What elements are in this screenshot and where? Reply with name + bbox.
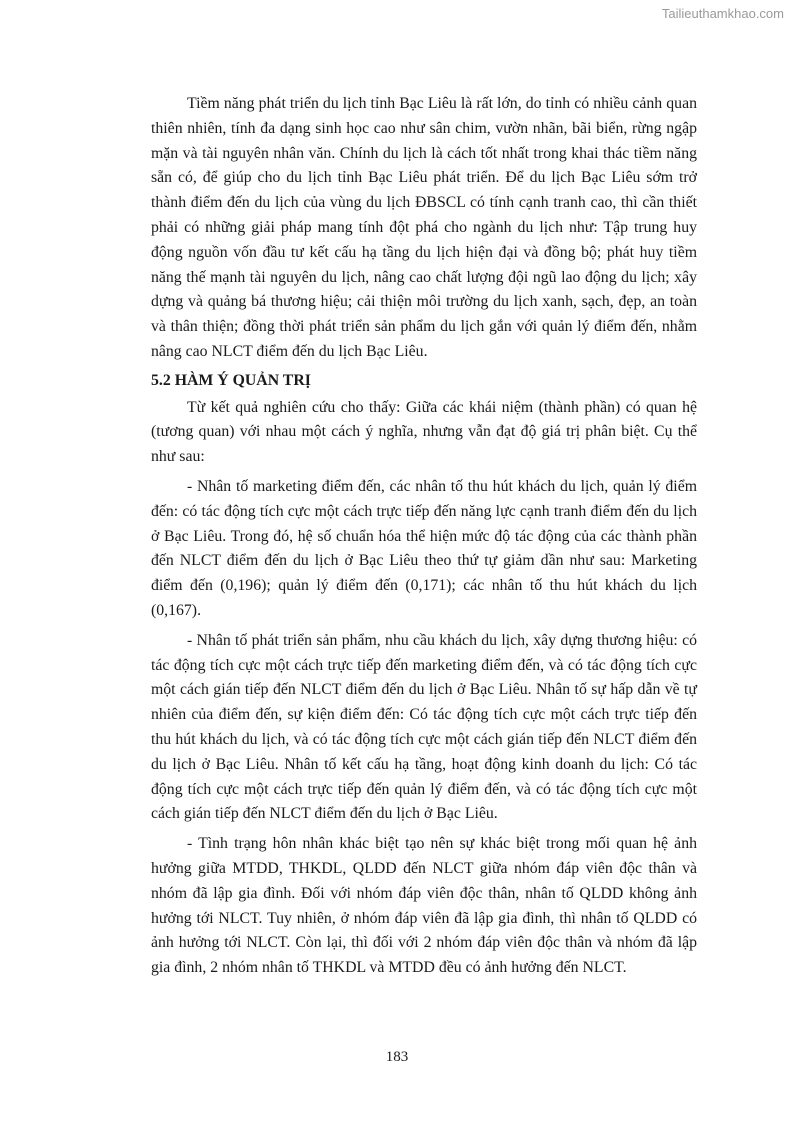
section-heading: 5.2 HÀM Ý QUẢN TRỊ [151,371,311,389]
page-number: 183 [385,1049,409,1065]
paragraph-summary: Từ kết quả nghiên cứu cho thấy: Giữa các khái niệm (thành phần) có quan hệ (tương quan) với nhau một cách ý nghĩa, nhưng vẫn đạt độ giá trị phân biệt. Cụ thể như sau: [151,398,697,466]
page-body [151,92,697,981]
watermark: Tailieuthamkhao.com [661,6,784,21]
paragraph-intro: Tiềm năng phát triển du lịch tỉnh Bạc Liêu là rất lớn, do tỉnh có nhiều cảnh quan thiên nhiên, tính đa dạng sinh học cao như sân chim, vườn nhãn, bãi biển, rừng ngập mặn và tài nguyên nhân văn. Chính du lịch là cách tốt nhất trong khai thác tiềm năng sẵn có, để giúp cho du lịch tỉnh Bạc Liêu phát triển. Để du lịch Bạc Liêu sớm trở thành điểm đến du lịch của vùng du lịch ĐBSCL có tính cạnh tranh cao, thì cần thiết phải có những giải pháp mang tính đột phá cho ngành du lịch như: Tập trung huy động nguồn vốn đầu tư kết cấu hạ tầng du lịch hiện đại và đồng bộ; phát huy tiềm năng thế mạnh tài nguyên du lịch, nâng cao chất lượng đội ngũ lao động du lịch; xây dựng và quảng bá thương hiệu; cải thiện môi trường du lịch xanh, sạch, đẹp, an toàn và thân thiện; đồng thời phát triển sản phẩm du lịch gắn với quản lý điểm đến, nhằm nâng cao NLCT điểm đến du lịch Bạc Liêu. [151,95,697,360]
paragraph-marital-status: - Tình trạng hôn nhân khác biệt tạo nên sự khác biệt trong mối quan hệ ảnh hưởng giữa MTDD, THKDL, QLDD đến NLCT giữa nhóm đáp viên độc thân và nhóm đã lập gia đình. Đối với nhóm đáp viên độc thân, nhân tố QLDD không ảnh hưởng tới NLCT. Tuy nhiên, ở nhóm đáp viên đã lập gia đình, thì nhân tố QLDD có ảnh hưởng tới NLCT. Còn lại, thì đối với 2 nhóm đáp viên độc thân và nhóm đã lập gia đình, 2 nhóm nhân tố THKDL và MTDD đều có ảnh hưởng đến NLCT. [151,835,697,977]
paragraph-marketing-factor: - Nhân tố marketing điểm đến, các nhân tố thu hút khách du lịch, quản lý điểm đến: có tác động tích cực một cách trực tiếp đến năng lực cạnh tranh điểm đến du lịch ở Bạc Liêu. Trong đó, hệ số chuẩn hóa thể hiện mức độ tác động của các thành phần đến NLCT điểm đến du lịch ở Bạc Liêu theo thứ tự giảm dần như sau: Marketing điểm đến (0,196); quản lý điểm đến (0,171); các nhân tố thu hút khách du lịch (0,167). [151,477,697,619]
paragraph-product-factor: - Nhân tố phát triển sản phẩm, nhu cầu khách du lịch, xây dựng thương hiệu: có tác động tích cực một cách trực tiếp đến marketing điểm đến, và có tác động tích cực một cách gián tiếp đến NLCT điểm đến du lịch ở Bạc Liêu. Nhân tố sự hấp dẫn về tự nhiên của điểm đến, sự kiện điểm đến: Có tác động tích cực một cách trực tiếp đến thu hút khách du lịch, và có tác động tích cực một cách gián tiếp đến NLCT điểm đến du lịch ở Bạc Liêu. Nhân tố kết cấu hạ tầng, hoạt động kinh doanh du lịch: Có tác động tích cực một cách trực tiếp đến quản lý điểm đến, và có tác động tích cực một cách gián tiếp đến NLCT điểm đến du lịch ở Bạc Liêu. [151,631,697,823]
